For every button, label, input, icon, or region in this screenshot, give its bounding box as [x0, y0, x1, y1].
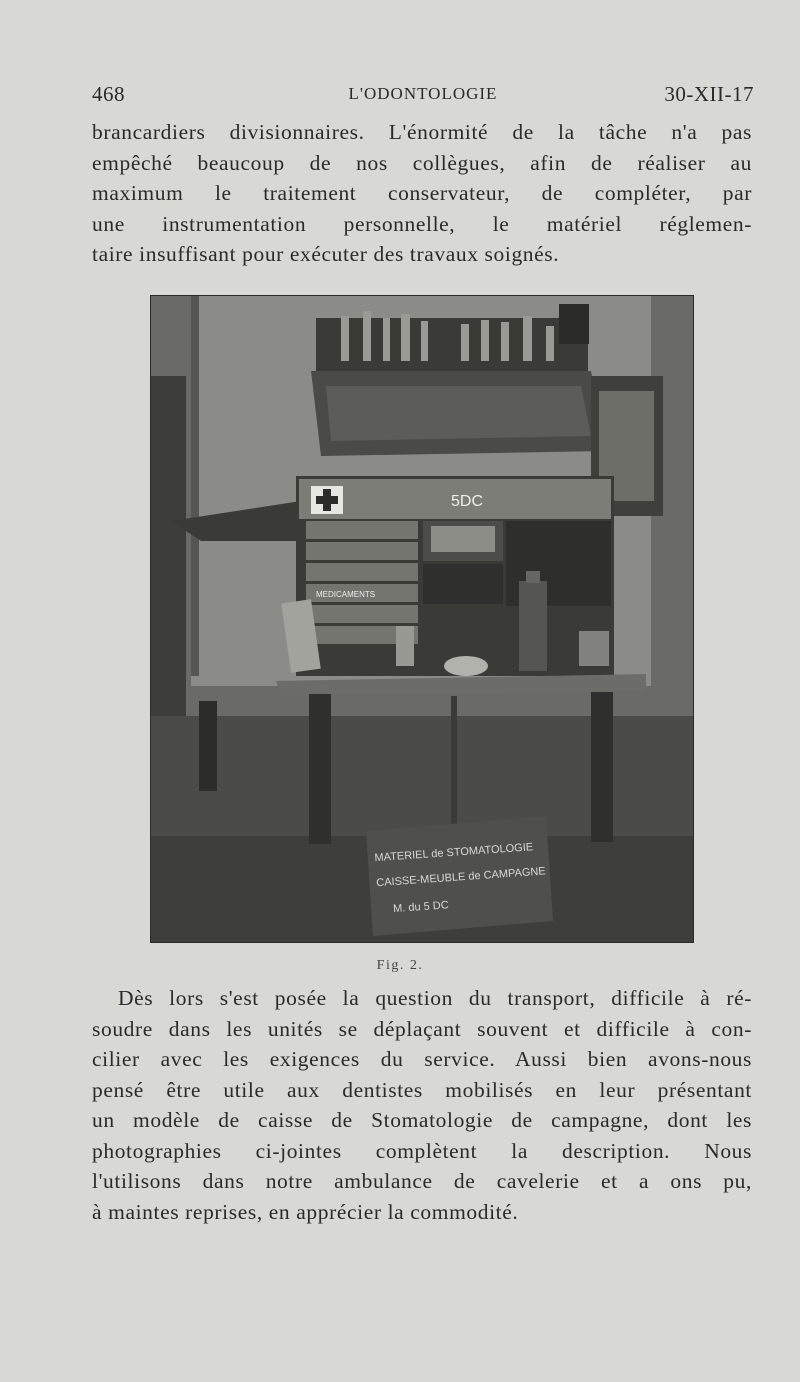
page-number: 468 — [92, 82, 125, 106]
running-header — [92, 82, 754, 112]
text-line: empêché beaucoup de nos collègues, afin de réaliser au — [92, 150, 752, 175]
text-line: brancardiers divisionnaires. L'énormité de la tâche n'a pas — [92, 120, 752, 144]
sign-line-2: CAISSE-MEUBLE de CAMPAGNE — [375, 865, 547, 890]
text-line: un modèle de caisse de Stomatologie de campagne, dont les — [92, 1108, 752, 1132]
text-line: soudre dans les unités se déplaçant souvent et difficile à con- — [92, 1016, 752, 1041]
figure-caption: Fig. 2. — [376, 958, 424, 973]
issue-date: 30-XII-17 — [664, 82, 754, 106]
text-line: à maintes reprises, en apprécier la commodité. — [92, 1199, 519, 1224]
text-line: Dès lors s'est posée la question du transport, difficile à ré- — [118, 986, 752, 1010]
journal-title: L'ODONTOLOGIE — [348, 84, 498, 103]
drawer-label-medicaments: MEDICAMENTS — [316, 590, 376, 599]
text-line: une instrumentation personnelle, le matériel réglemen- — [92, 211, 752, 236]
paragraph-2 — [92, 983, 752, 1227]
sign-line-1: MATERIEL de STOMATOLOGIE — [374, 841, 534, 865]
paragraph-1 — [92, 117, 752, 270]
photograph-field-dental-cabinet — [150, 295, 694, 943]
photo-illustration — [151, 296, 693, 942]
text-line: l'utilisons dans notre ambulance de cavelerie et a ons pu, — [92, 1169, 752, 1193]
text-line: taire insuffisant pour exécuter des travaux soignés. — [92, 242, 560, 266]
text-line: maximum le traitement conservateur, de compléter, par — [92, 181, 752, 205]
cabinet-label: 5DC — [451, 493, 484, 510]
text-line: photographies ci-jointes complètent la description. Nous — [92, 1138, 752, 1163]
sign-line-3: M. du 5 DC — [392, 899, 450, 916]
text-line: cilier avec les exigences du service. Aussi bien avons-nous — [92, 1047, 752, 1071]
text-line: pensé être utile aux dentistes mobilisés en leur présentant — [92, 1077, 752, 1102]
